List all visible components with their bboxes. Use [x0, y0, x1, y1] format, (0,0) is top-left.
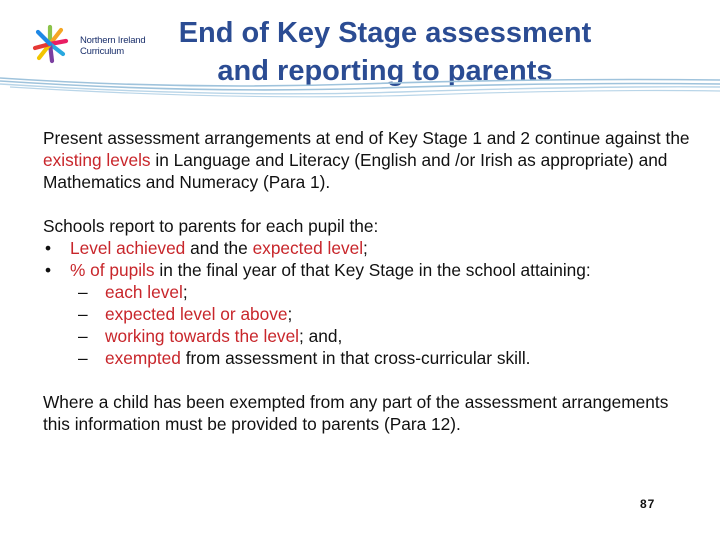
b2-text: in the final year of that Key Stage in the school attaining: [154, 260, 591, 280]
dash-icon: – [78, 326, 88, 346]
page-number: 87 [640, 497, 656, 511]
p1-highlight: existing levels [43, 150, 151, 170]
paragraph-1 [43, 127, 693, 193]
b2-highlight: % of pupils [70, 260, 155, 280]
logo-line-2: Curriculum [80, 46, 124, 57]
slide-body [43, 127, 693, 435]
p1-text-2: in Language and Literacy (English and /or Irish as appropriate) and Mathematics and Numeracy (Para 1). [43, 150, 668, 192]
bullet-icon: • [45, 260, 52, 280]
sub-item [43, 281, 693, 303]
sub2-text: ; [287, 304, 293, 324]
sub3-text: ; and, [299, 326, 343, 346]
sub-item [43, 303, 693, 325]
b1-text-1: and the [185, 238, 253, 258]
b1-text-2: ; [363, 238, 368, 258]
decorative-swoosh [0, 60, 720, 110]
sub-item [43, 325, 693, 347]
bullet-item [43, 259, 693, 369]
sub-item [43, 347, 693, 369]
bullet-item [43, 237, 693, 259]
p2-intro: Schools report to parents for each pupil the: [43, 216, 379, 236]
b1-highlight-2: expected level [252, 238, 364, 258]
sub4-text: from assessment in that cross-curricular skill. [180, 348, 531, 368]
sub2-highlight: expected level or above [105, 304, 288, 324]
dash-icon: – [78, 282, 88, 302]
dash-icon: – [78, 348, 88, 368]
title-line-2: and reporting to parents [217, 55, 553, 87]
dash-icon: – [78, 304, 88, 324]
sub3-highlight: working towards the level [105, 326, 300, 346]
paragraph-2 [43, 215, 693, 369]
paragraph-3: Where a child has been exempted from any part of the assessment arrangements this information must be provided to parents (Para 12). [43, 392, 669, 434]
bullet-icon: • [45, 238, 52, 258]
sub4-highlight: exempted [105, 348, 181, 368]
b1-highlight-1: Level achieved [70, 238, 186, 258]
logo-text [80, 35, 145, 57]
p1-text-1: Present assessment arrangements at end of Key Stage 1 and 2 continue against the [43, 128, 690, 148]
sub-list [43, 281, 693, 369]
logo-line-1: Northern Ireland [80, 35, 146, 46]
bullet-list [43, 237, 693, 369]
sub1-text: ; [182, 282, 188, 302]
title-line-1: End of Key Stage assessment [178, 17, 592, 49]
sub1-highlight: each level [105, 282, 183, 302]
